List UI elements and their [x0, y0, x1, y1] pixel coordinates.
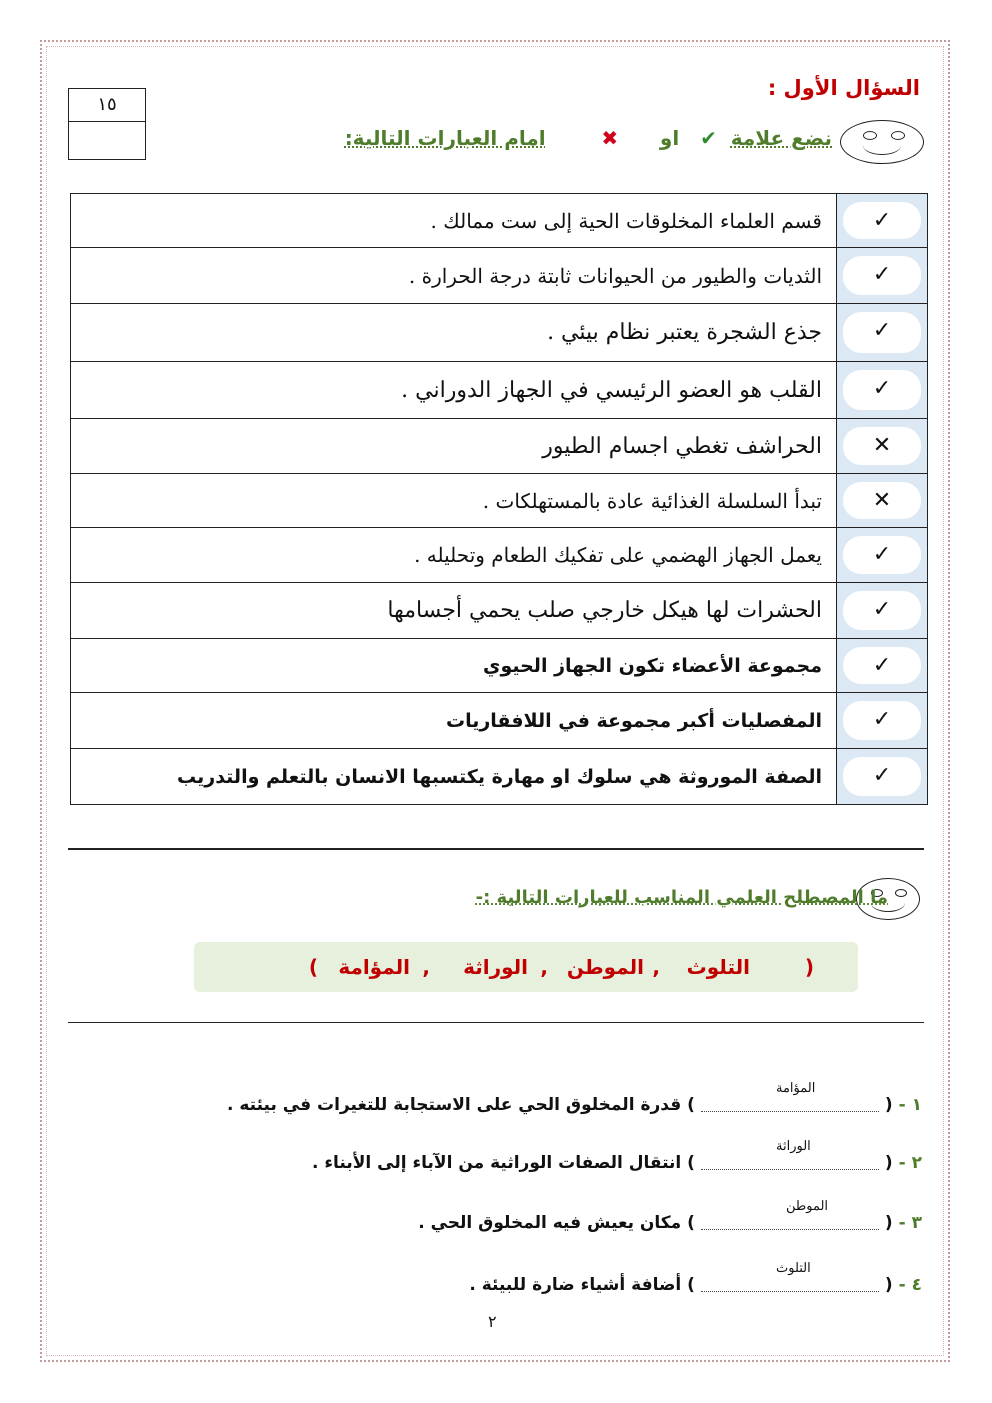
divider-line-2	[68, 1022, 924, 1023]
answer-mark-cell[interactable]	[837, 474, 928, 528]
word-bank-term-heredity: الوراثة	[463, 955, 528, 979]
answer-mark-cell[interactable]	[837, 528, 928, 583]
handwritten-answer: الوراثة	[776, 1139, 811, 1154]
word-bank-comma: ,	[540, 955, 548, 979]
statement-row	[71, 639, 928, 693]
answer-mark-cell[interactable]	[837, 419, 928, 474]
item-text: انتقال الصفات الوراثية من الآباء إلى الأبناء .	[311, 1153, 682, 1173]
statement-text: الصفة الموروثة هي سلوك او مهارة يكتسبها الانسان بالتعلم والتدريب	[71, 749, 837, 805]
item-close-paren: )	[687, 1213, 695, 1233]
item-close-paren: )	[687, 1095, 695, 1115]
score-box	[68, 88, 146, 160]
statement-text: الحراشف تغطي اجسام الطيور	[71, 419, 837, 474]
check-mark-icon: ✓	[872, 318, 892, 343]
smiley-face-icon	[840, 120, 924, 164]
instruction-or: او	[659, 126, 680, 150]
question-1-title: السؤال الأول :	[767, 76, 920, 100]
word-bank-open-paren: (	[804, 955, 814, 979]
answer-mark-cell[interactable]	[837, 304, 928, 362]
statement-row	[71, 194, 928, 248]
fill-in-item	[469, 1275, 922, 1295]
answer-blank[interactable]	[701, 1099, 879, 1112]
item-number: ٢ -	[898, 1153, 922, 1173]
item-number: ١ -	[898, 1095, 922, 1115]
check-mark-icon: ✓	[872, 376, 892, 401]
item-open-paren: (	[884, 1095, 893, 1115]
item-open-paren: (	[884, 1153, 893, 1173]
handwritten-answer: المؤامة	[776, 1081, 816, 1096]
word-bank	[194, 942, 858, 992]
answer-mark-cell[interactable]	[837, 194, 928, 248]
item-number: ٣ -	[898, 1213, 922, 1233]
instruction-suffix: امام العبارات التالية:	[344, 126, 546, 150]
handwritten-answer: التلوث	[776, 1261, 811, 1276]
check-mark-icon: ✔	[700, 126, 717, 150]
item-text: قدرة المخلوق الحي على الاستجابة للتغيرات في بيئته .	[226, 1095, 682, 1115]
handwritten-answer: الموطن	[786, 1199, 829, 1214]
statement-row	[71, 419, 928, 474]
check-mark-icon: ✓	[872, 597, 892, 622]
answer-mark-cell[interactable]	[837, 693, 928, 749]
statement-text: القلب هو العضو الرئيسي في الجهاز الدوراني .	[71, 362, 837, 419]
item-text: أضافة أشياء ضارة للبيئة .	[469, 1275, 682, 1295]
statement-row	[71, 304, 928, 362]
item-open-paren: (	[884, 1213, 893, 1233]
statement-row	[71, 749, 928, 805]
check-mark-icon: ✓	[872, 208, 892, 233]
check-mark-icon: ✓	[872, 763, 892, 788]
statement-row	[71, 248, 928, 304]
answer-mark-cell[interactable]	[837, 248, 928, 304]
word-bank-close-paren: )	[308, 955, 318, 979]
item-open-paren: (	[884, 1275, 893, 1295]
statement-text: الثديات والطيور من الحيوانات ثابتة درجة الحرارة .	[71, 248, 837, 304]
item-number: ٤ -	[898, 1275, 922, 1295]
cross-mark-icon: ✖	[601, 126, 619, 150]
item-close-paren: )	[687, 1275, 695, 1295]
statement-text: الحشرات لها هيكل خارجي صلب يحمي أجسامها	[71, 583, 837, 639]
question-2-title: ما المصطلح العلمي المناسب للعبارات التالية :-	[475, 887, 888, 908]
question-1-instruction	[345, 126, 832, 150]
answer-blank[interactable]	[701, 1279, 879, 1292]
statement-row	[71, 474, 928, 528]
divider-line	[68, 848, 924, 850]
statement-text: تبدأ السلسلة الغذائية عادة بالمستهلكات .	[71, 474, 837, 528]
fill-in-item	[418, 1213, 922, 1233]
check-mark-icon: ✓	[872, 262, 892, 287]
check-mark-icon: ✓	[872, 707, 892, 732]
true-false-table	[70, 193, 928, 805]
item-text: مكان يعيش فيه المخلوق الحي .	[418, 1213, 682, 1233]
answer-mark-cell[interactable]	[837, 362, 928, 419]
page-number: ٢	[488, 1312, 497, 1331]
answer-mark-cell[interactable]	[837, 749, 928, 805]
item-close-paren: )	[687, 1153, 695, 1173]
cross-mark-icon: ✕	[872, 488, 892, 513]
answer-blank[interactable]	[701, 1157, 879, 1170]
word-bank-comma: ,	[652, 955, 660, 979]
statement-text: يعمل الجهاز الهضمي على تفكيك الطعام وتحليله .	[71, 528, 837, 583]
fill-in-item	[312, 1153, 922, 1173]
statement-text: مجموعة الأعضاء تكون الجهاز الحيوي	[71, 639, 837, 693]
score-value: ١٥	[69, 89, 145, 122]
word-bank-term-pollution: التلوث	[686, 955, 750, 979]
word-bank-term-habitat: الموطن	[566, 955, 644, 979]
cross-mark-icon: ✕	[872, 433, 892, 458]
answer-mark-cell[interactable]	[837, 639, 928, 693]
check-mark-icon: ✓	[872, 542, 892, 567]
statement-text: جذع الشجرة يعتبر نظام بيئي .	[71, 304, 837, 362]
check-mark-icon: ✓	[872, 653, 892, 678]
statement-text: قسم العلماء المخلوقات الحية إلى ست ممالك .	[71, 194, 837, 248]
answer-blank[interactable]	[701, 1217, 879, 1230]
statement-text: المفصليات أكبر مجموعة في اللافقاريات	[71, 693, 837, 749]
statement-row	[71, 583, 928, 639]
statement-row	[71, 362, 928, 419]
statement-row	[71, 528, 928, 583]
fill-in-item	[227, 1095, 922, 1115]
statement-row	[71, 693, 928, 749]
word-bank-comma: ,	[422, 955, 430, 979]
answer-mark-cell[interactable]	[837, 583, 928, 639]
instruction-prefix: نضع علامة	[730, 126, 832, 150]
word-bank-term-adaptation: المؤامة	[338, 955, 410, 979]
